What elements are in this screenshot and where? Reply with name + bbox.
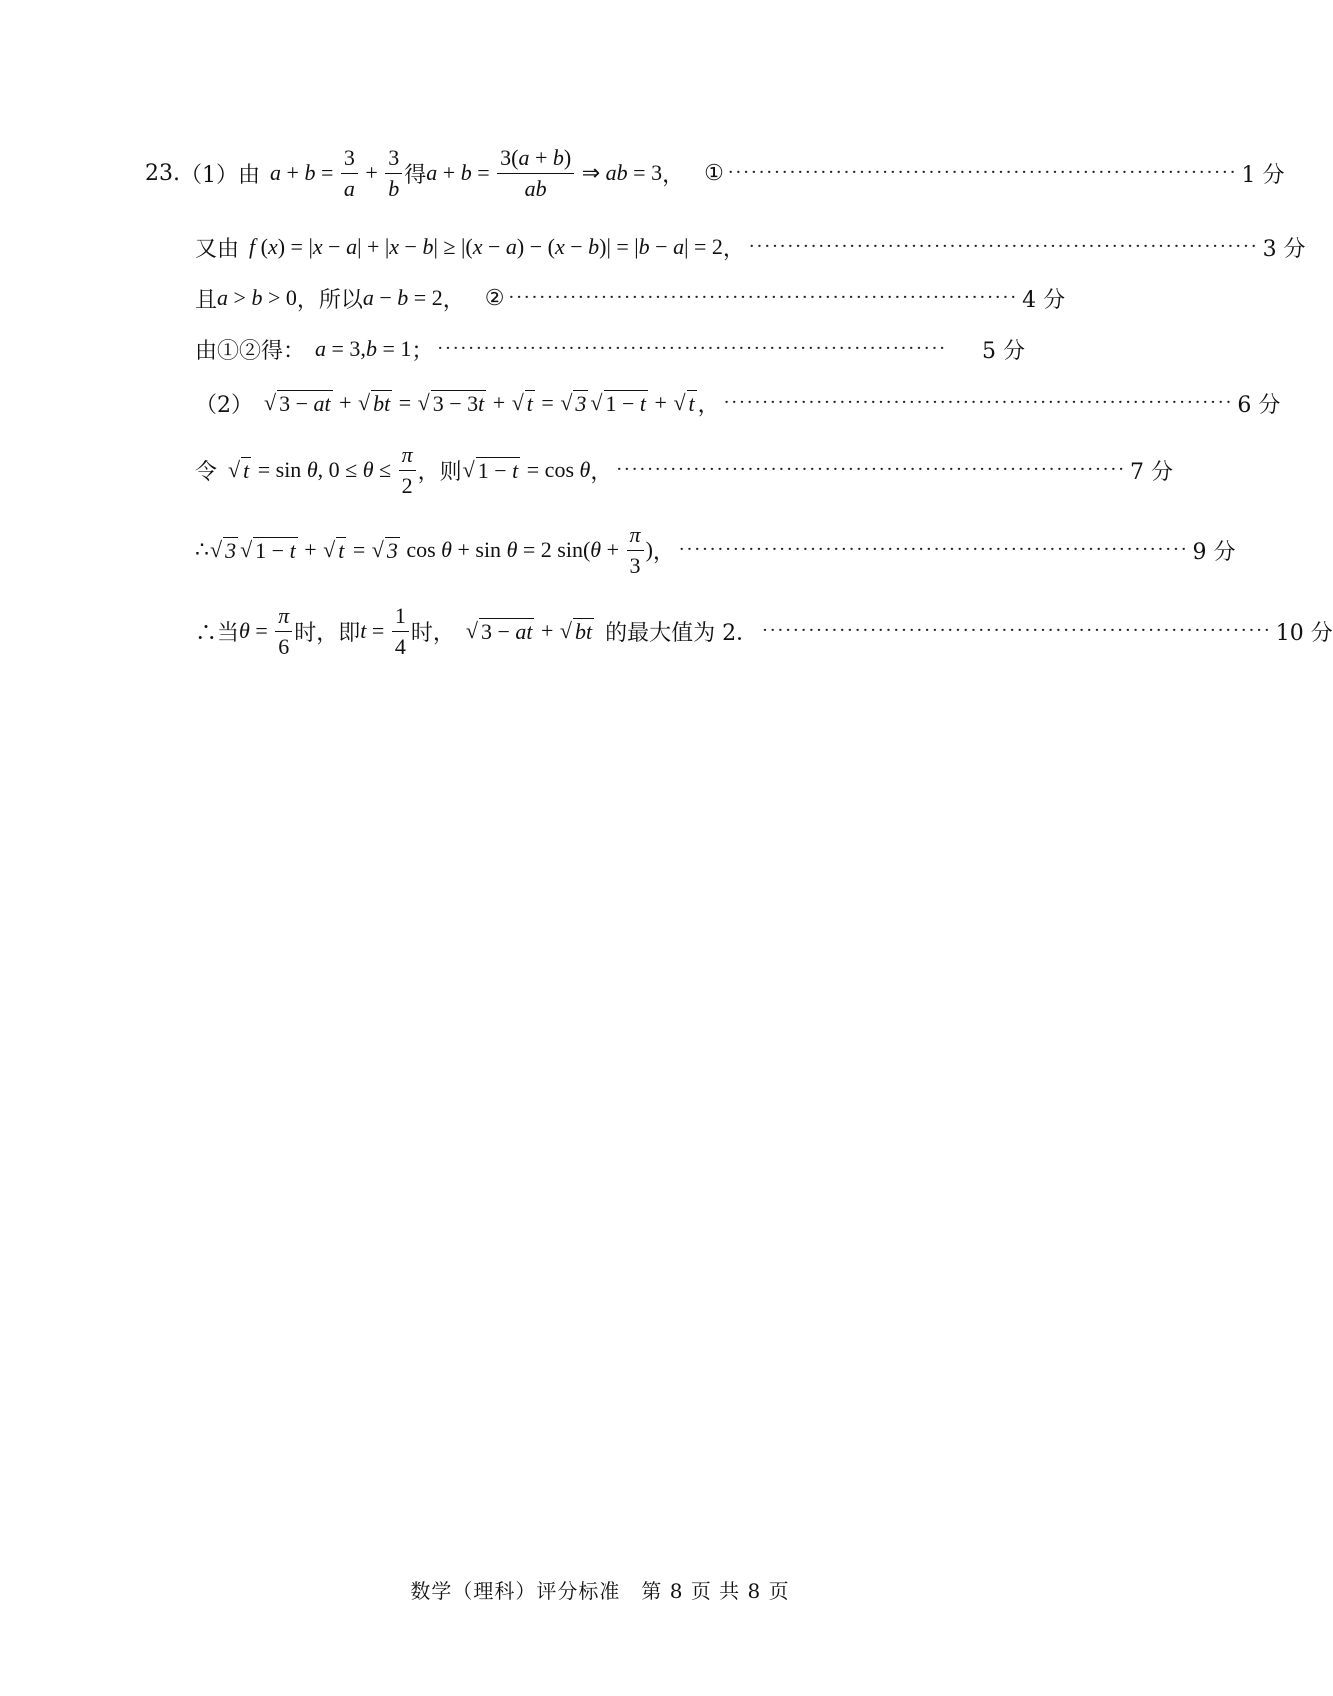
score-3: 3 分 [1262,236,1306,262]
dot-leader: ·································································· [748,236,1259,257]
score-6: 6 分 [1237,392,1281,418]
part1-label: （1） [180,162,238,188]
page-footer: 数学（理科）评分标准 第 8 页 共 8 页 [410,1579,790,1603]
solution-line-4: 由①②得： a = 3, b = 1 ； ·································································· 5 分 [195,333,1025,365]
dot-leader: ·································································· [723,392,1234,413]
solution-line-6: 令 √ t = sin θ , 0 ≤ θ ≤ $\frac{\pi}{2}$ ，则 √ 1 − t = cos θ ， ·································································· 7 分 [195,442,1173,498]
fraction-3-over-b: $\frac{3}{b}$ [385,145,402,201]
score-10: 10 分 [1275,620,1333,646]
score-5: 5 分 [982,338,1025,364]
score-9: 9 分 [1192,539,1236,565]
circle-1-marker: ① [704,160,724,186]
fraction-pi-over-6: $\frac{\pi}{6}$ [275,603,292,659]
circle-2-marker: ② [484,285,505,311]
fraction-pi-over-2: $\frac{\pi}{2}$ [399,442,416,498]
solution-line-5: （2） √ 3 − at + √ bt = √ 3 − 3t + √ t = √ 3 √ 1 − t + √ t ， ·································································· 6 分 [195,389,1281,418]
fraction-3-over-a: $\frac{3}{a}$ [341,145,358,201]
fraction-3ab-over-ab: $\frac{3(a + b)}{ab}$ [497,145,574,201]
dot-leader: ·································································· [616,459,1126,480]
dot-leader: ·································································· [437,338,948,359]
fraction-1-over-4: $\frac{1}{4}$ [392,603,409,659]
solution-line-3: 且 a > b > 0 ，所以 a − b = 2 ， ② ·································································· 4 分 [195,282,1025,314]
score-1: 1 分 [1241,162,1285,188]
fraction-pi-over-3: $\frac{\pi}{3}$ [627,522,644,578]
dot-leader: ·································································· [727,162,1238,183]
solution-line-2: 又由 f ( x ) = | x − a | + | x − b | ≥ |( x − a ) − ( x − b )| = | b − a | = 2 ， ·································································· 3 分 [195,230,1025,264]
solution-line-1: 23. （1） 由 a + b = $\frac{3}{a}$ + $\frac{3}{b}$ 得 a + b = $\frac{3(a + b)}{ab}$ ⇒ ab = 3 ， ① ·································································· 1 分 [145,145,1285,201]
dot-leader: ·································································· [508,287,1019,308]
score-4: 4 分 [1022,287,1066,313]
dot-leader: ·································································· [678,539,1189,560]
solution-line-7: ∴ √ 3 √ 1 − t + √ t = √ 3 cos θ + sin θ = 2 sin( θ + $\frac{\pi}{3}$ ) ， ·································································· 9 分 [195,522,1236,578]
part2-label: （2） [195,392,253,418]
solution-line-8: ∴当 θ = $\frac{\pi}{6}$ 时，即 t = $\frac{1}{4}$ 时， √ 3 − at + √ bt 的最大值为 2． ·································································· 10 分 [195,603,1333,659]
problem-number: 23. [145,160,180,186]
dot-leader: ·································································· [762,620,1272,641]
score-7: 7 分 [1129,459,1173,485]
